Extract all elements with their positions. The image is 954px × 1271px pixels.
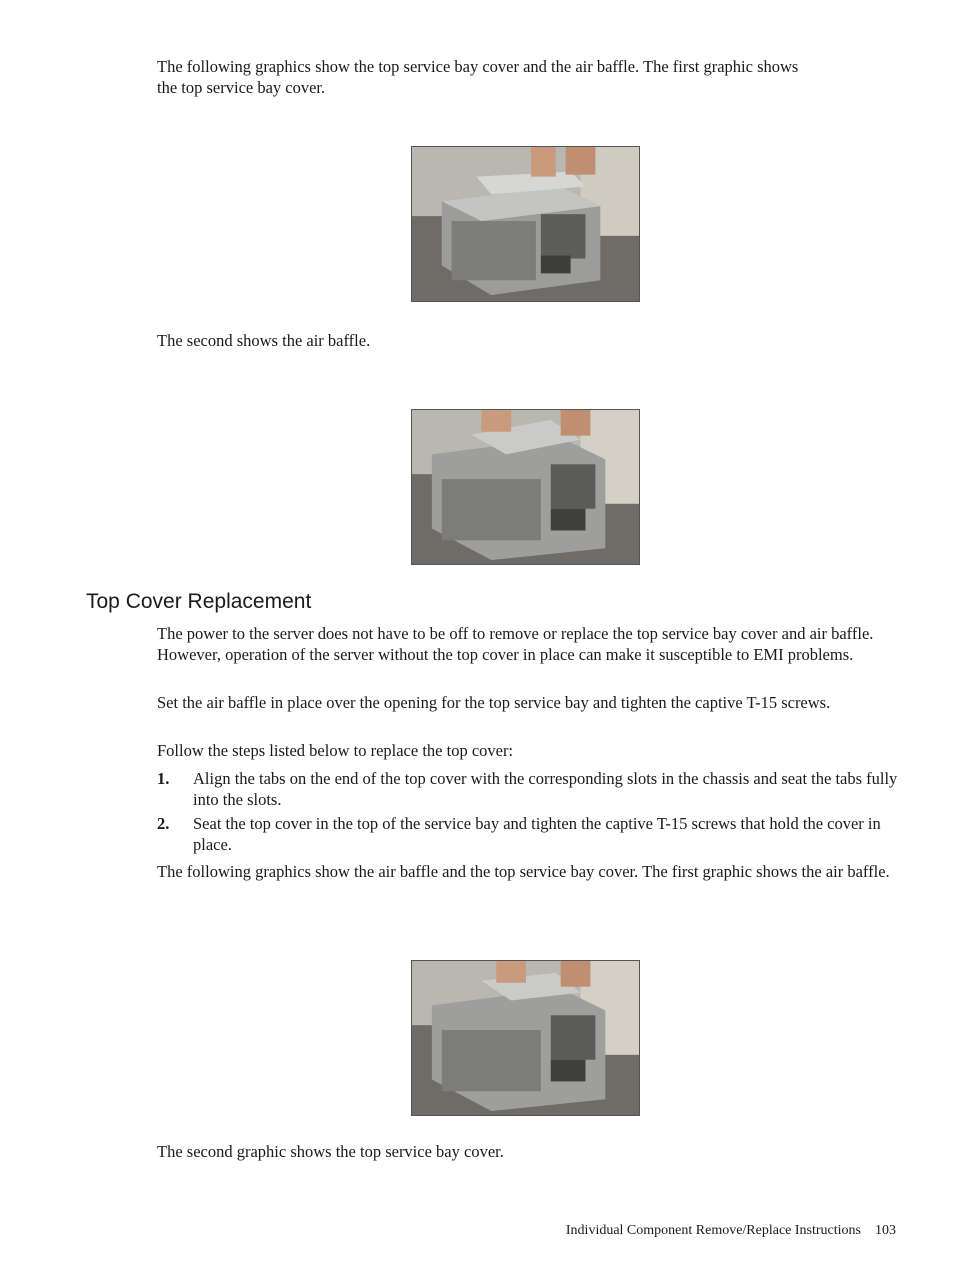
step-text: Align the tabs on the end of the top cover with the corresponding slots in the chassis and seat the tabs fully into the slots.: [193, 769, 898, 809]
page-number: 103: [875, 1223, 896, 1238]
section-paragraph-3: Follow the steps listed below to replace the top cover:: [157, 741, 514, 760]
photo-air-baffle-replace: [411, 960, 640, 1116]
section-paragraph-4: The following graphics show the air baffle and the top service bay cover. The first graphic shows the air baffle.: [157, 862, 890, 881]
step-text: Seat the top cover in the top of the service bay and tighten the captive T-15 screws that hold the cover in place.: [193, 814, 881, 854]
intro-line-1: The following graphics show the top service bay cover and the air baffle. The first graphic shows: [157, 57, 799, 76]
caption-air-baffle: The second shows the air baffle.: [157, 331, 371, 350]
section-title: Top Cover Replacement: [86, 590, 312, 613]
intro-paragraph: [157, 56, 899, 98]
photo-air-baffle: [411, 409, 640, 565]
page-footer: [566, 1222, 896, 1240]
step-number: 1.: [157, 769, 170, 788]
step-number: 2.: [157, 814, 170, 833]
caption-top-cover: The second graphic shows the top service bay cover.: [157, 1142, 504, 1161]
photo-top-service-bay-cover: [411, 146, 640, 302]
section-paragraph-1: The power to the server does not have to be off to remove or replace the top service bay cover and air baffle. However, operation of the server without the top cover in place can make it susceptible to EMI problems.: [157, 624, 874, 664]
intro-line-2: the top service bay cover.: [157, 78, 326, 97]
section-paragraph-2: Set the air baffle in place over the opening for the top service bay and tighten the captive T-15 screws.: [157, 693, 831, 712]
footer-title: Individual Component Remove/Replace Instructions: [565, 1223, 861, 1238]
